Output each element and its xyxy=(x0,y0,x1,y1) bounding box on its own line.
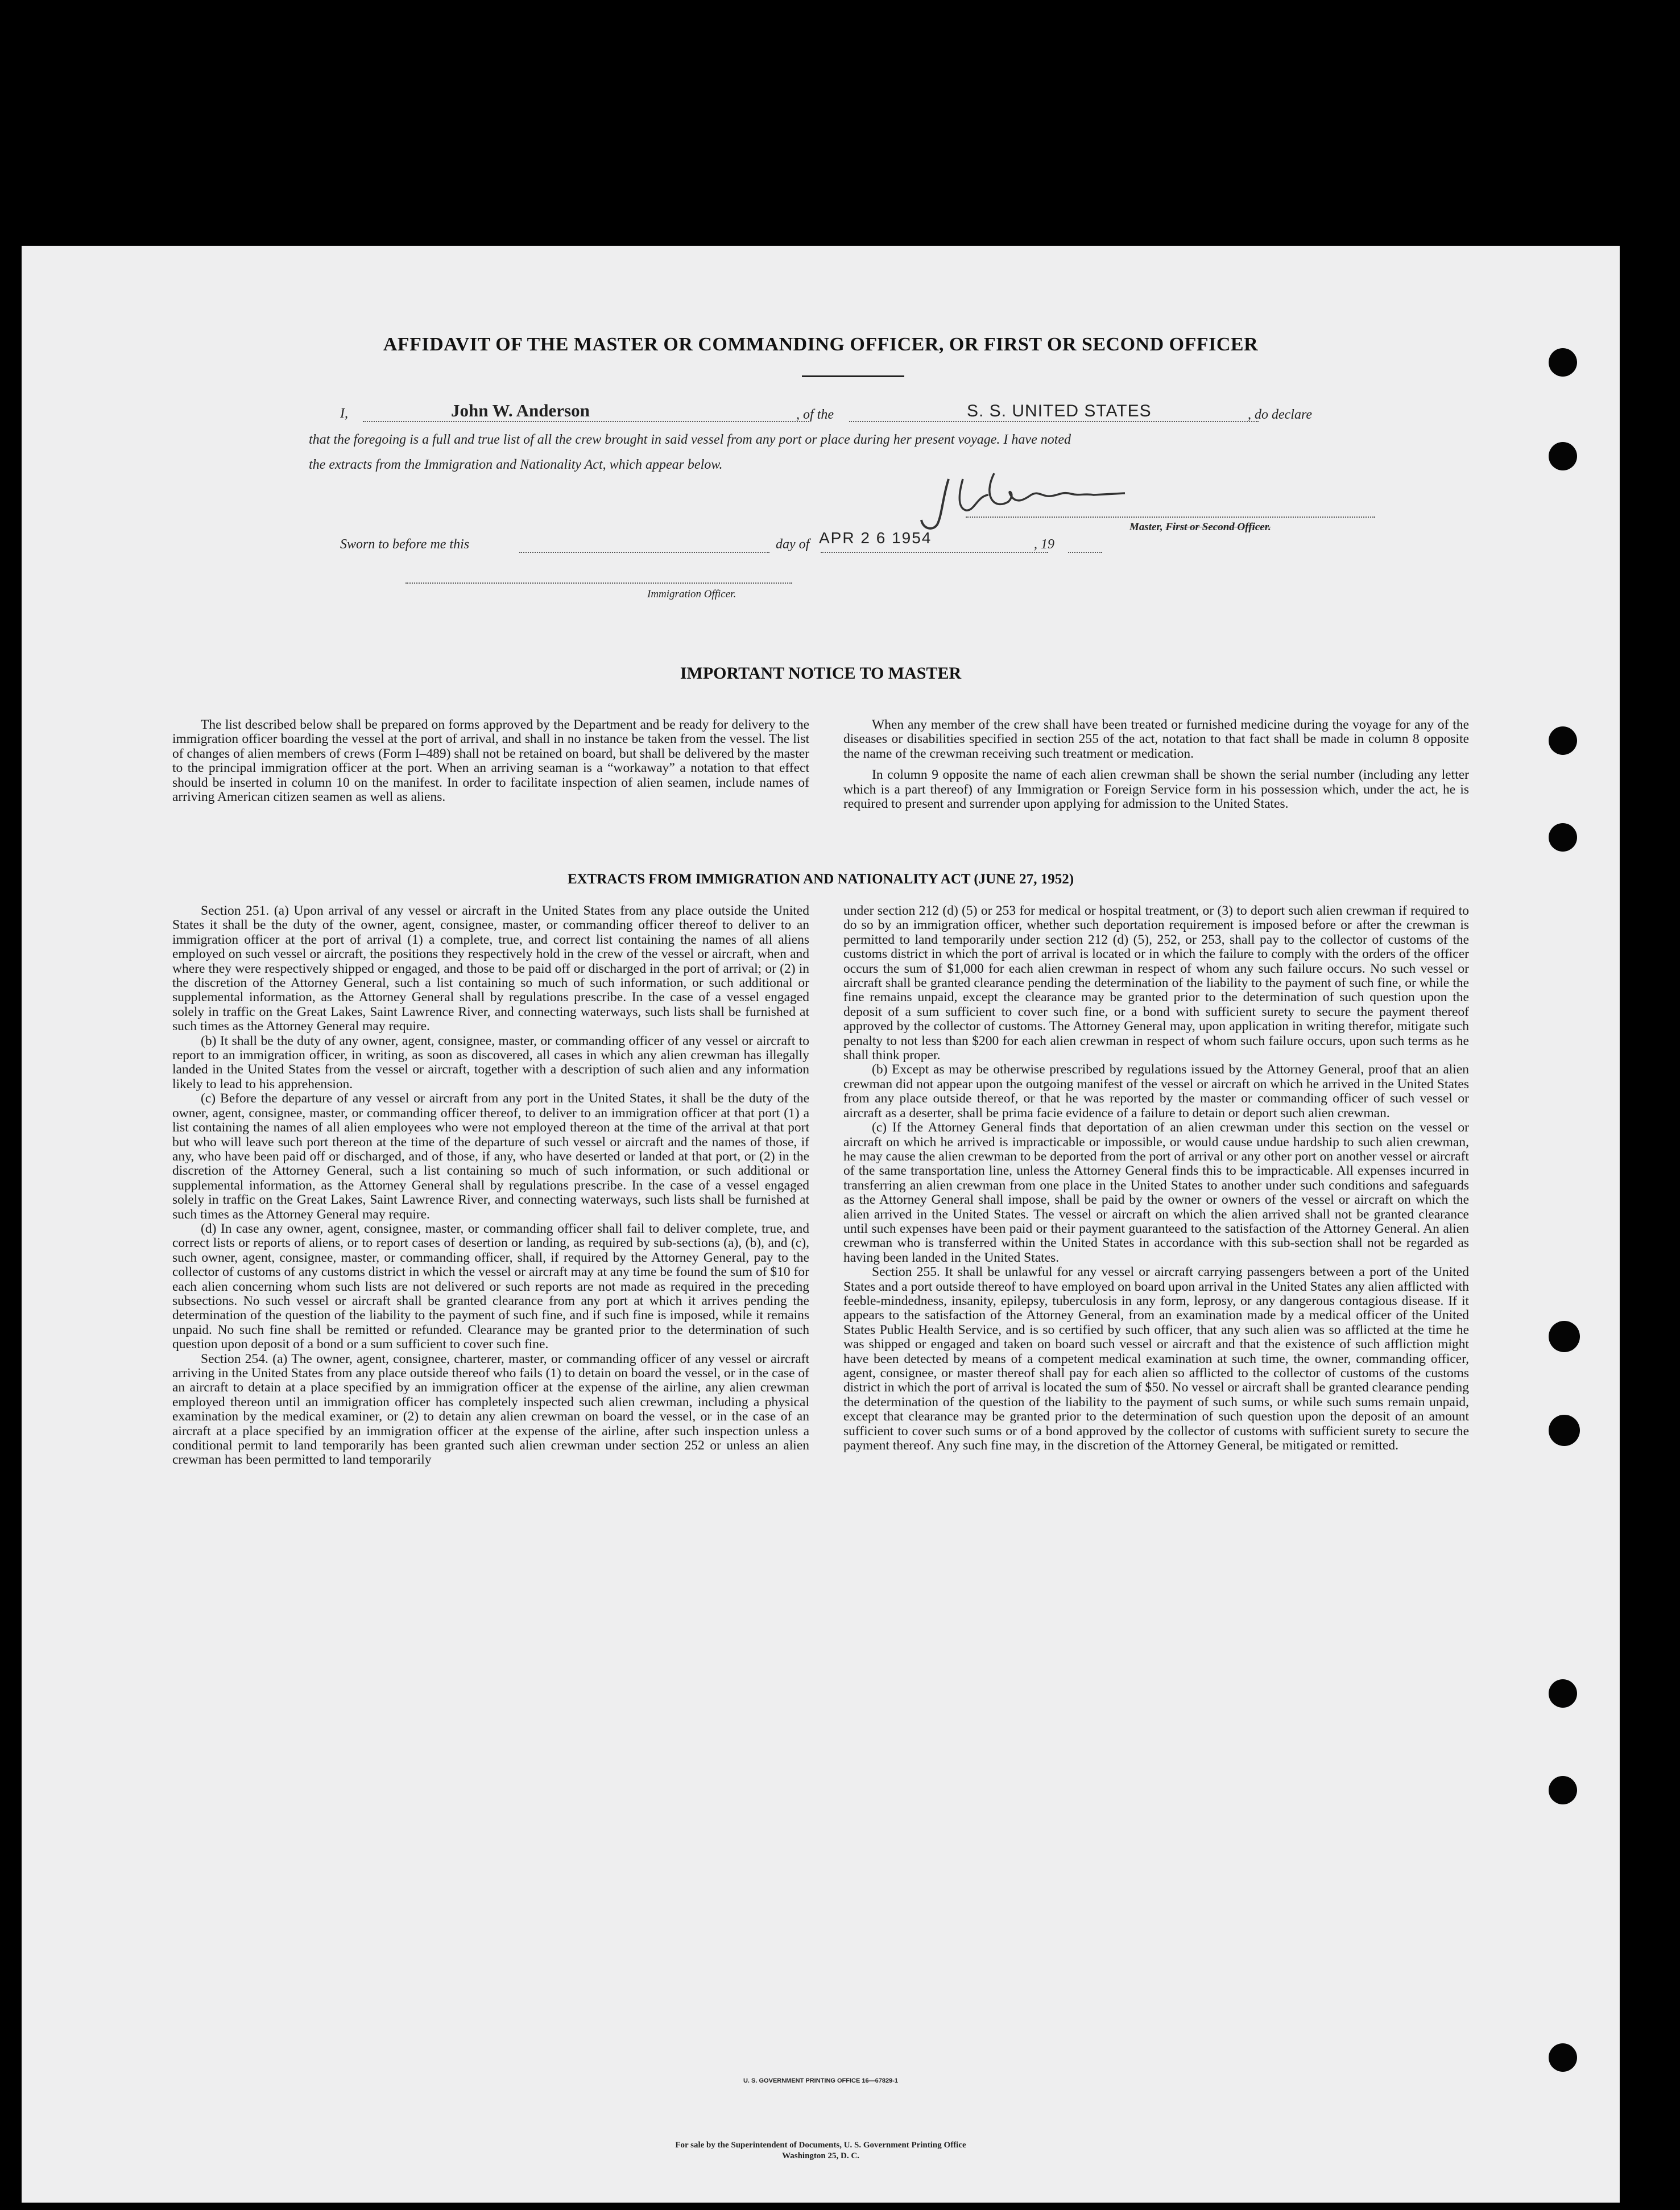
punch-hole-3 xyxy=(1549,726,1577,755)
section-251-c: (c) Before the departure of any vessel or aircraft from any port in the United States, it shall be the duty of the owner, agent, consignee, master, or commanding officer thereof, to deliver to an immigration officer at that port (1) a list containing the names of all alien employees who were not employed thereon at the time of the arrival at that port but who will leave such port thereon at the time of the departure of such vessel or aircraft and the names of those, if any, who have been paid off or discharged, and of those, if any, who have deserted or landed at that port, or (2) in the discretion of the Attorney General, such a list containing so much of such information, or such additional or supplemental information, as the Attorney General shall by regulations prescribe. In the case of a vessel engaged solely in traffic on the Great Lakes, Saint Lawrence River, and connecting waterways, such lists shall be furnished at such times as the Attorney General may require. xyxy=(172,1091,809,1222)
for-sale-notice xyxy=(22,2140,1620,2162)
punch-hole-8 xyxy=(1549,1776,1577,1804)
important-notice-heading: IMPORTANT NOTICE TO MASTER xyxy=(680,664,962,683)
signature-line xyxy=(966,517,1375,518)
for-sale-line-1: For sale by the Superintendent of Documents, U. S. Government Printing Office xyxy=(675,2141,966,2150)
vessel-name: S. S. UNITED STATES xyxy=(967,402,1152,420)
affidavit-title: AFFIDAVIT OF THE MASTER OR COMMANDING OFFICER, OR FIRST OR SECOND OFFICER xyxy=(383,334,1259,355)
notice-right-paragraph-2: In column 9 opposite the name of each alien crewman shall be shown the serial number (including any letter which is a part thereof) of any Immigration or Foreign Service form in his possession which, under the act, he is required to present and surrender upon applying for admission to the United States. xyxy=(843,767,1469,812)
printing-office-line: U. S. GOVERNMENT PRINTING OFFICE 16—67829-1 xyxy=(743,2077,898,2084)
extracts-heading: EXTRACTS FROM IMMIGRATION AND NATIONALITY ACT (JUNE 27, 1952) xyxy=(567,871,1074,887)
punch-hole-5 xyxy=(1549,1321,1580,1352)
section-251-a: Section 251. (a) Upon arrival of any vessel or aircraft in the United States from any place outside the United States it shall be the duty of the owner, agent, consignee, master, or commanding officer thereof to deliver to an immigration officer at the port of arrival (1) a complete, true, and correct list containing the names of all aliens employed on such vessel or aircraft, the positions they respectively hold in the crew of the vessel or aircraft, when and where they were respectively shipped or engaged, and those to be paid off or discharged in the port of arrival; or (2) in the discretion of the Attorney General, such a list containing so much of such information, or such additional or supplemental information, as the Attorney General shall by regulations prescribe. In the case of a vessel engaged solely in traffic on the Great Lakes, Saint Lawrence River, and connecting waterways, such lists shall be furnished at such times as the Attorney General may require. xyxy=(172,903,809,1034)
punch-hole-2 xyxy=(1549,442,1577,470)
sworn-label: Sworn to before me this xyxy=(340,537,470,552)
punch-hole-7 xyxy=(1549,1679,1577,1708)
master-label: Master, First or Second Officer. xyxy=(1129,521,1271,533)
year-line xyxy=(1068,552,1102,553)
date-line xyxy=(821,552,1048,553)
i-label: I, xyxy=(340,406,348,421)
sworn-day-line xyxy=(519,552,769,553)
section-255: Section 255. It shall be unlawful for any vessel or aircraft carrying passengers between a port of the United States and a port outside thereof to have employed on board upon arrival in the United States any alien afflicted with feeble-mindedness, insanity, epilepsy, tuberculosis in any form, leprosy, or any dangerous contagious disease. If it appears to the satisfaction of the Attorney General, from an examination made by a medical officer of the United States Public Health Service, and is so certified by such officer, that any such alien was so afflicted at the time he was shipped or engaged and taken on board such vessel or aircraft and that the existence of such affliction might have been detected by means of a competent medical examination at such time, the owner, commanding officer, agent, consignee, or master thereof shall pay for each alien so afflicted to the collector of customs of the customs district in which the port of arrival is located the sum of $50. No vessel or aircraft shall be granted clearance pending the determination of the question of the liability to the payment of such sums, or while such sums remain unpaid, except that clearance may be granted prior to the determination of such question upon the deposit of an amount sufficient to cover such sums or of a bond approved by the collector of customs with sufficient surety to secure the payment thereof. Any such fine may, in the discretion of the Attorney General, be mitigated or remitted. xyxy=(843,1265,1469,1453)
do-declare-label: , do declare xyxy=(1248,407,1313,422)
section-254-c: (c) If the Attorney General finds that deportation of an alien crewman under this section on the vessel or aircraft on which he arrived is impracticable or impossible, or would cause undue hardship to such alien crewman, he may cause the alien crewman to be deported from the port of arrival or any other port on another vessel or aircraft of the same transportation line, unless the Attorney General finds this to be impracticable. All expenses incurred in transferring an alien crewman from one place in the United States to another under such conditions and safeguards as the Attorney General shall impose, shall be paid by the owner or owners of the vessel or aircraft on which the alien arrived in the United States. The vessel or aircraft on which the alien arrived shall not be granted clearance until such expenses have been paid or their payment guaranteed to the satisfaction of the Attorney General. An alien crewman who is transferred within the United States in accordance with this sub-section shall not be regarded as having been landed in the United States. xyxy=(843,1120,1469,1265)
master-name: John W. Anderson xyxy=(451,400,590,420)
struck-officer-text: First or Second Officer. xyxy=(1165,521,1271,533)
year-label: , 19 xyxy=(1034,537,1054,552)
extracts-left-column xyxy=(172,904,809,1468)
punch-hole-1 xyxy=(1549,348,1577,377)
notice-right-paragraph-1: When any member of the crew shall have been treated or furnished medicine during the voyage for any of the diseases or disabilities specified in section 255 of the act, notation to that fact shall be made in column 8 opposite the name of the crewman receiving such treatment or medication. xyxy=(843,717,1469,761)
section-254-b: (b) Except as may be otherwise prescribed by regulations issued by the Attorney General, proof that an alien crewman did not appear upon the outgoing manifest of the vessel or aircraft on which he arrived in the United States from any place outside thereof, or that he was reported by the master or commanding officer of such vessel or aircraft as a deserter, shall be prima facie evidence of a failure to detain or deport such alien crewman. xyxy=(843,1062,1469,1121)
punch-hole-9 xyxy=(1549,2043,1577,2072)
immigration-officer-line xyxy=(405,583,792,584)
for-sale-line-2: Washington 25, D. C. xyxy=(782,2151,859,2161)
title-rule xyxy=(802,375,904,377)
notice-left-paragraph: The list described below shall be prepared on forms approved by the Department and be ready for delivery to the immigration officer boarding the vessel at the port of arrival, and shall in no instance be taken from the vessel. The list of changes of alien members of crews (Form I–489) shall not be retained on board, but shall be delivered by the master to the principal immigration officer at the port. When an arriving seaman is a “workaway” a notation to that effect should be inserted in column 10 on the manifest. In order to facilitate inspection of alien seamen, include names of arriving American citizen seamen as well as aliens. xyxy=(172,717,809,805)
day-of-label: day of xyxy=(776,537,810,552)
section-254-a-continued: under section 212 (d) (5) or 253 for medical or hospital treatment, or (3) to deport such alien crewman if required to do so by an immigration officer, whether such deportation requirement is imposed before or after the crewman is permitted to land temporarily under section 212 (d) (5), 252, or 253, shall pay to the collector of customs of the customs district in which the port of arrival is located or in which the failure to comply with the orders of the officer occurs the sum of $1,000 for each alien crewman in respect of whom any such failure occurs. No such vessel or aircraft shall be granted clearance pending the determination of the liability to the payment of such fine, or while the fine remains unpaid, except the clearance may be granted prior to the determination of such question upon the deposit of a sum sufficient to cover such fine, or a bond with sufficient surety to secure the payment thereof approved by the collector of customs. The Attorney General may, upon application in writing therefor, mitigate such penalty to not less than $200 for each alien crewman in respect of whom such failure occurs, upon such terms as he shall think proper. xyxy=(843,903,1469,1063)
notice-right-column xyxy=(843,718,1469,811)
notice-left-column xyxy=(172,718,809,804)
date-stamp: APR 2 6 1954 xyxy=(819,529,932,547)
immigration-officer-label: Immigration Officer. xyxy=(647,588,736,600)
section-251-b: (b) It shall be the duty of any owner, agent, consignee, master, or commanding officer of any vessel or aircraft to report to an immigration officer, in writing, as soon as discovered, all cases in which any alien crewman has illegally landed in the United States from the vessel or aircraft, together with a description of such alien and any information likely to lead to his apprehension. xyxy=(172,1033,809,1092)
punch-hole-6 xyxy=(1549,1415,1580,1446)
statement-line-1: that the foregoing is a full and true list of all the crew brought in said vessel from any port or place during her present voyage. I have noted xyxy=(309,432,1071,447)
extracts-right-column xyxy=(843,904,1469,1453)
vessel-line xyxy=(849,421,1259,422)
section-251-d: (d) In case any owner, agent, consignee, master, or commanding officer shall fail to deliver complete, true, and correct lists or reports of aliens, or to report cases of desertion or landing, as required by sub-sections (a), (b), and (c), such owner, agent, consignee, master, or commanding officer, shall, if required by the Attorney General, pay to the collector of customs of any customs district in which the vessel or aircraft may at any time be found the sum of $10 for each alien concerning whom such lists are not delivered or such reports are not made as required in the preceding subsections. No such vessel or aircraft shall be granted clearance from any port at which it arrives pending the determination of the question of the liability to the payment of such fine, and if such fine is imposed, while it remains unpaid. No such fine shall be remitted or refunded. Clearance may be granted prior to the determination of such question upon deposit of a bond or a sum sufficient to cover such fine. xyxy=(172,1221,809,1352)
statement-line-2: the extracts from the Immigration and Nationality Act, which appear below. xyxy=(309,457,723,472)
punch-hole-4 xyxy=(1549,823,1577,852)
name-line xyxy=(363,421,809,422)
affidavit-form-page xyxy=(22,246,1620,2203)
section-254-a: Section 254. (a) The owner, agent, consignee, charterer, master, or commanding officer of any vessel or aircraft arriving in the United States from any place outside thereof who fails (1) to detain on board the vessel, or in the case of an aircraft to detain at a place specified by an immigration officer at the expense of the airline, any alien crewman employed thereon until an immigration officer has completely inspected such alien crewman, including a physical examination by the medical examiner, or (2) to detain any alien crewman on board the vessel, or in the case of an aircraft at a place specified by an immigration officer at the expense of the airline, after such inspection unless a conditional permit to land temporarily has been granted such alien crewman under section 252 or unless an alien crewman has been permitted to land temporarily xyxy=(172,1351,809,1468)
of-the-label: , of the xyxy=(796,407,834,422)
